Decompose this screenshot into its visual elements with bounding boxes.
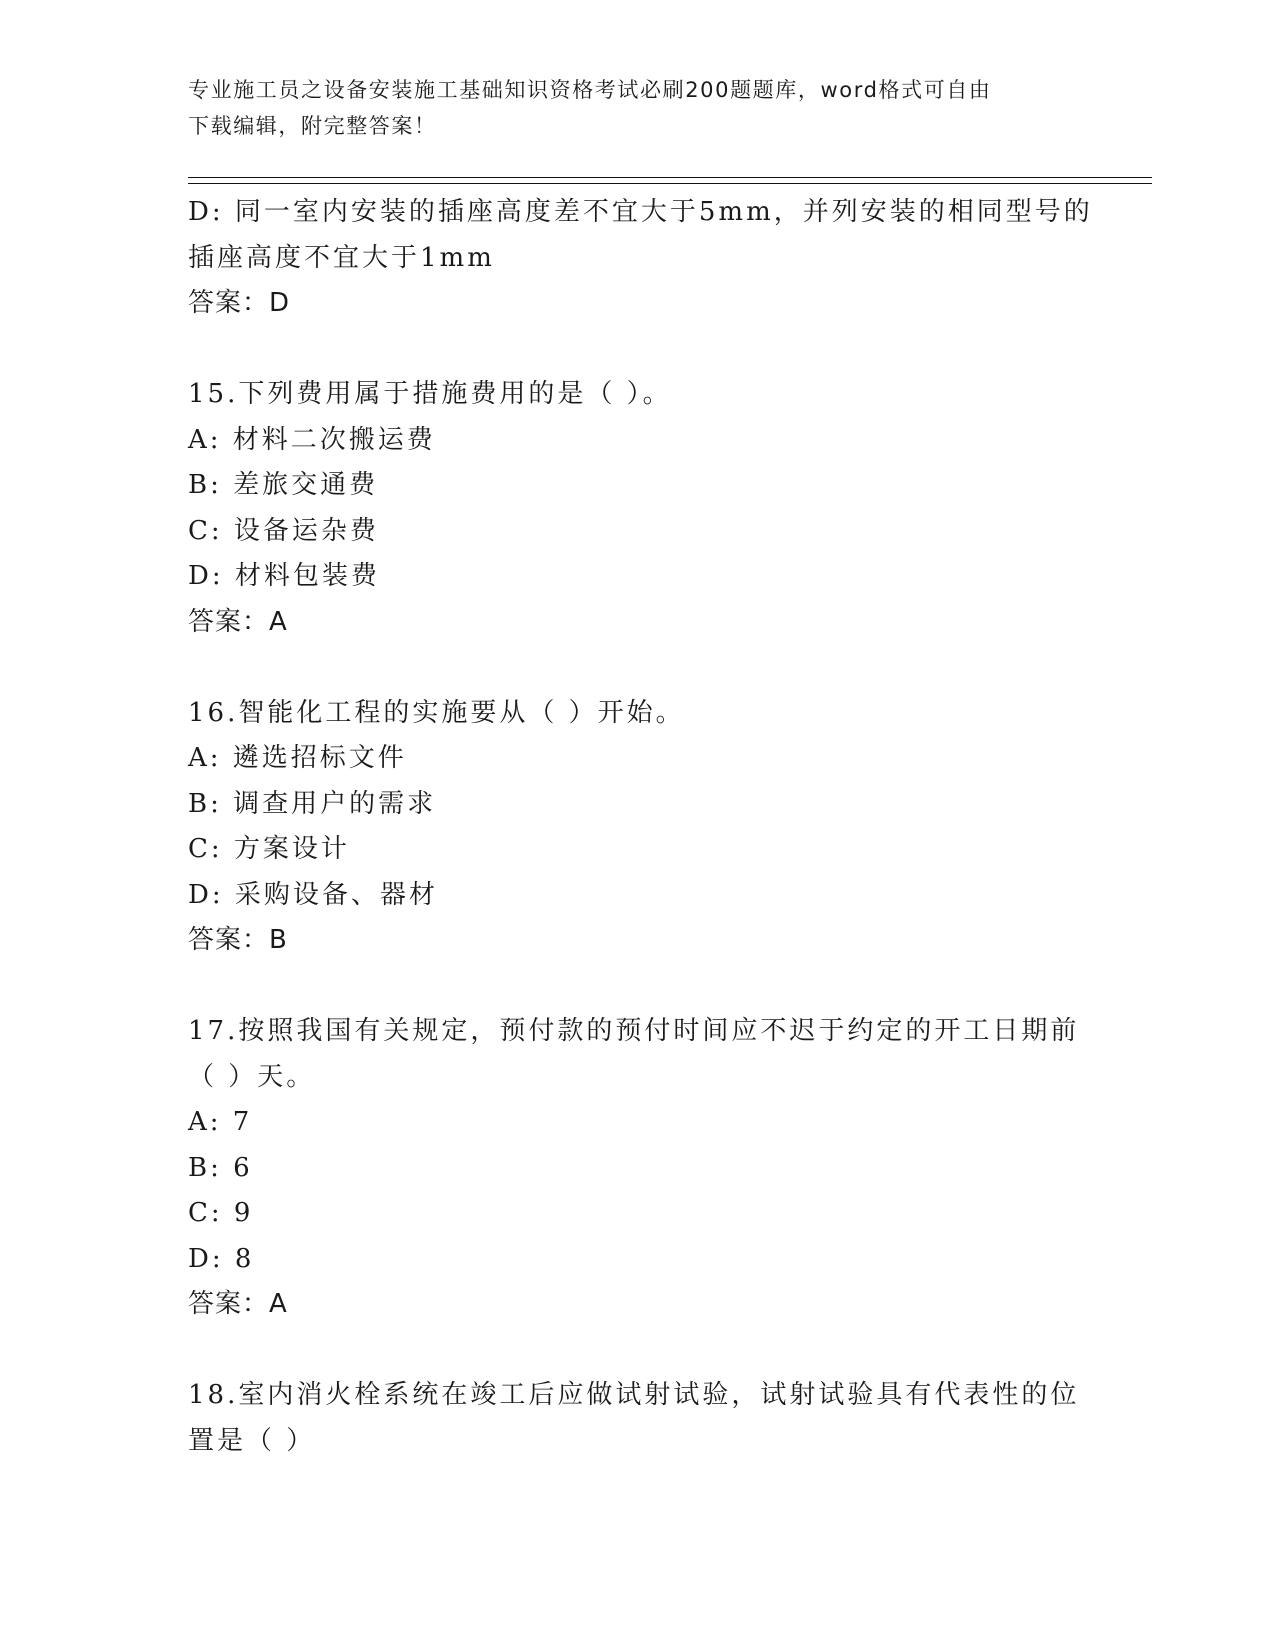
option-a: A: 7 [188,1107,253,1137]
option-d: D: 材料包装费 [188,561,380,591]
header-rule-top [188,177,1152,178]
option-c: C: 设备运杂费 [188,515,379,546]
spacer [188,1328,1068,1374]
option-b: B: 6 [188,1152,253,1183]
question-16 [188,691,1068,964]
question-stem: 17.按照我国有关规定，预付款的预付时间应不迟于约定的开工日期前 [188,1016,1080,1046]
question-18 [188,1373,1080,1464]
option-a: A: 材料二次搬运费 [188,424,436,455]
option-d-line-1: D: 同一室内安装的插座高度差不宜大于5mm，并列安装的相同型号的 [188,197,1093,227]
document-body [188,190,1093,1464]
option-c: C: 9 [188,1198,254,1228]
answer: 答案：A [188,606,288,637]
question-stem-continued: 置是（ ） [188,1425,316,1456]
document-header [188,72,1068,144]
spacer [188,964,1068,1010]
question-stem: 16.智能化工程的实施要从（ ）开始。 [188,697,685,728]
header-rule-bottom [188,183,1152,184]
option-b: B: 调查用户的需求 [188,788,437,819]
spacer [188,327,1068,373]
option-a: A: 遴选招标文件 [188,743,407,773]
header-line-1: 专业施工员之设备安装施工基础知识资格考试必刷200题题库，word格式可自由 [188,78,992,102]
option-d: D: 采购设备、器材 [188,879,438,910]
question-15 [188,372,1068,645]
question-17 [188,1009,1080,1328]
answer: 答案：A [188,1289,288,1319]
header-line-2: 下载编辑，附完整答案！ [188,114,437,138]
option-b: B: 差旅交通费 [188,470,379,500]
option-d-line-2: 插座高度不宜大于1mm [188,242,495,273]
option-d: D: 8 [188,1243,255,1274]
option-c: C: 方案设计 [188,834,350,864]
question-stem-continued: （ ）天。 [188,1061,316,1092]
question-stem: 15.下列费用属于措施费用的是（ ）。 [188,379,672,409]
answer: 答案：D [188,288,291,318]
question-stem: 18.室内消火栓系统在竣工后应做试射试验，试射试验具有代表性的位 [188,1380,1080,1410]
spacer [188,645,1068,691]
answer: 答案：B [188,925,288,955]
